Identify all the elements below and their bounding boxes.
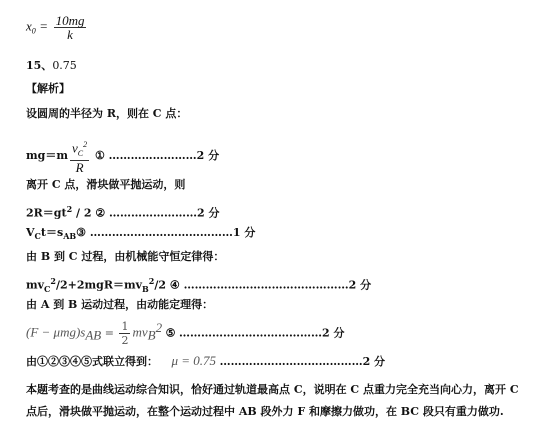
eq6-mu: μ = 0.75 [171,353,217,368]
equation-5 [26,320,344,347]
eq1-fraction [70,138,89,174]
eq5-fraction [119,320,130,347]
eq1-score: 2 分 [196,148,220,162]
eq6-dots: ………………………………… [219,355,363,368]
analysis-title: 【解析】 [26,82,70,95]
eq1-num [70,138,89,161]
eq1-num-v: v [71,140,78,156]
eq4-b: /2+2mgR＝mv [55,278,143,292]
eq4-b-sup: 2 [148,276,155,286]
formula-x0-lhs: x [26,18,32,34]
q15-line [26,59,77,73]
eq5-eq: = [101,326,118,340]
eq1-dots: …………………… [108,148,197,162]
eq2-text: 2R＝gt [26,206,67,220]
equation-6 [26,354,385,369]
summary-paragraph: 本题考查的是曲线运动综合知识，恰好通过轨道最高点 C，说明在 C 点重力完全充当向心力，离开 C 点后，滑块做平抛运动，在整个运动过程中 AB 段外力 F 和摩擦力做功，在 BC 段只有重力做功. [26,383,519,418]
line-bc: 由 B 到 C 过程，由机械能守恒定律得： [26,250,225,263]
line-ab: 由 A 到 B 运动过程，由动能定理得： [26,298,214,311]
eq5-dots: ………………………………… [178,326,322,340]
eq5-mark: ⑤ [165,326,176,340]
eq2-rest: / 2 ② [72,206,106,220]
eq6-score: 2 分 [362,355,386,368]
formula-x0-fraction [54,14,87,41]
eq4-a: mv [26,278,45,292]
eq5-rhs: mv [132,324,148,340]
eq2-sup: 2 [66,204,73,214]
eq5-num: 1 [121,320,129,333]
formula-x0-eq: = [39,18,49,34]
eq3-mark: ③ [76,226,87,239]
eq5-den: 2 [121,334,129,347]
line-leave: 离开 C 点，滑块做平抛运动，则 [26,178,186,191]
eq1-mark: ① [94,148,105,162]
eq3-sub2: AB [63,231,77,242]
formula-x0-sub: 0 [31,26,36,36]
formula-x0-num: 10mg [55,13,85,28]
formula-x0 [26,14,88,41]
equation-2 [26,202,220,221]
eq5-rhs-sub: B [147,327,156,343]
eq1-lhs: mg＝m [26,148,68,162]
equation-3 [26,226,255,243]
eq6-lead: 由①②③④⑤式联立得到： [26,355,158,368]
eq1-num-sup: 2 [83,140,88,149]
eq4-dots: ……………………………………… [183,278,349,292]
eq5-lhs-sub: AB [85,327,102,343]
eq3-sub1: C [34,231,41,242]
eq1-num-sub: C [77,148,84,158]
eq3-score: 1 分 [232,226,256,239]
eq4-a-sub: C [44,283,51,294]
eq4-b-sub: B [142,283,149,294]
eq5-score: 2 分 [321,326,345,340]
equation-1 [26,138,219,174]
eq3-v: V [26,226,35,239]
q15-answer: 0.75 [52,59,77,72]
q15-number: 15、 [26,59,53,72]
eq4-c: /2 ④ [154,278,180,292]
eq5-rhs-sup: 2 [155,319,163,335]
eq2-dots: …………………… [109,206,198,220]
eq1-den: R [75,159,84,175]
line-radius: 设圆周的半径为 R，则在 C 点： [26,107,188,120]
eq2-score: 2 分 [197,206,220,220]
eq3-mid: t＝s [40,226,64,239]
eq4-score: 2 分 [348,278,372,292]
equation-4 [26,274,371,296]
eq3-dots: ………………………………… [89,226,233,239]
eq4-a-sup: 2 [50,276,56,286]
formula-x0-den: k [67,27,73,42]
eq5-lhs: (F − μmg)s [26,324,86,340]
